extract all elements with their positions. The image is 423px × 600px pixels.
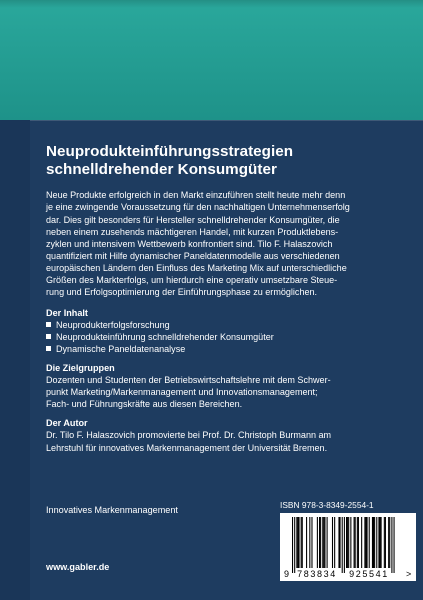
barcode-bar [294, 517, 295, 573]
list-item-label: Dynamische Paneldatenanalyse [56, 343, 186, 354]
square-bullet-icon [46, 346, 51, 351]
section-inhalt [46, 307, 411, 355]
paragraph-line: Dr. Tilo F. Halaszovich promovierte bei Prof. Dr. Christoph Burmann am [46, 430, 332, 441]
square-bullet-icon [46, 322, 51, 327]
paragraph-line: Lehrstuhl für innovatives Markenmanagement der Universität Bremen. [46, 442, 328, 453]
section-paragraph [46, 374, 411, 410]
isbn-number: ISBN 978-3-8349-2554-1 [280, 500, 374, 510]
barcode-label [280, 513, 416, 581]
paragraph-line: Fach- und Führungskräfte aus diesen Bereichen. [46, 399, 243, 410]
section-heading: Der Autor [46, 418, 88, 429]
barcode-lead-digit: 9 [284, 569, 290, 579]
barcode-image [280, 513, 416, 581]
barcode-bar [342, 517, 343, 573]
paragraph-line: Dozenten und Studenten der Betriebswirtschaftslehre mit dem Schwer- [46, 374, 331, 385]
paragraph-line: punkt Marketing/Markenmanagement und Innovationsmanagement; [46, 387, 318, 398]
intro-line: zyklen und intensivem Wettbewerb konfrontiert sind. Tilo F. Halaszovich [46, 238, 333, 249]
barcode-quiet-zone-mark: > [406, 569, 412, 579]
list-item-label: Neuprodukteinführung schnelldrehender Konsumgüter [56, 331, 274, 342]
barcode-block [280, 500, 416, 580]
intro-line: Neue Produkte erfolgreich in den Markt einzuführen stellt heute mehr denn [46, 190, 346, 201]
barcode-bar [350, 517, 351, 568]
barcode-bar [374, 517, 375, 568]
barcode-bar [358, 517, 359, 568]
square-bullet-icon [46, 334, 51, 339]
section-paragraph [46, 429, 411, 453]
barcode-bar [373, 517, 374, 568]
barcode-bar [344, 517, 345, 573]
list-item-label: Neuprodukterfolgsforschung [56, 319, 170, 330]
back-cover-text [46, 143, 411, 454]
barcode-bar [296, 517, 297, 568]
barcode-bar [320, 517, 321, 568]
barcode-bar [298, 517, 299, 568]
intro-line: dar. Dies gilt besonders für Hersteller schnelldrehender Konsumgüter, die [46, 214, 340, 225]
barcode-bar [292, 517, 293, 573]
barcode-bar [297, 517, 298, 568]
barcode-bar [334, 517, 335, 568]
barcode-bar [340, 517, 341, 568]
barcode-bar [306, 517, 307, 568]
intro-line: quantifiziert mit Hilfe dynamischer Paneldatenmodelle aus verschiedenen [46, 250, 340, 261]
barcode-bar [327, 517, 328, 568]
barcode-bar [317, 517, 318, 568]
list-item [46, 331, 411, 343]
barcode-bar [311, 517, 312, 568]
barcode-bar [369, 517, 370, 568]
intro-paragraph [46, 189, 411, 298]
barcode-bar [385, 517, 386, 568]
barcode-bar [376, 517, 377, 568]
barcode-bar [389, 517, 390, 568]
publisher-website: www.gabler.de [46, 562, 110, 572]
barcode-bar [323, 517, 324, 568]
list-item [46, 319, 411, 331]
barcode-bar [381, 517, 382, 568]
barcode-bar [338, 517, 339, 568]
barcode-bar [322, 517, 323, 568]
barcode-left-digits: 783834 [297, 569, 337, 579]
barcode-bar [346, 517, 347, 568]
barcode-bar [332, 517, 333, 568]
barcode-bar [367, 517, 368, 568]
barcode-bar [309, 517, 310, 568]
barcode-bar [379, 517, 380, 568]
barcode-bar [364, 517, 365, 568]
intro-line: rung und Erfolgsoptimierung der Einführungsphase zu ermöglichen. [46, 287, 318, 298]
top-band-shadow [0, 0, 423, 8]
barcode-bar [394, 517, 395, 573]
intro-line: neben einem zusehends mächtigeren Handel, mit kurzen Produktlebens- [46, 226, 339, 237]
barcode-bar [324, 517, 325, 568]
left-stripe [0, 120, 30, 600]
barcode-bar [302, 517, 303, 568]
barcode-bar [301, 517, 302, 568]
barcode-bar [354, 517, 355, 568]
barcode-bar [319, 517, 320, 568]
barcode-bar [391, 517, 392, 573]
barcode-bar [384, 517, 385, 568]
top-color-band [0, 0, 423, 120]
band-divider [30, 120, 423, 121]
section-heading: Der Inhalt [46, 307, 88, 318]
section-heading: Die Zielgruppen [46, 362, 115, 373]
intro-line: Größen des Markterfolgs, um hierdurch eine operativ umsetzbare Steue- [46, 275, 338, 286]
intro-line: europäischen Ländern den Einfluss des Marketing Mix auf unterschiedliche [46, 263, 347, 274]
list-item [46, 343, 411, 355]
barcode-bar [357, 517, 358, 568]
barcode-bar [388, 517, 389, 568]
title-line: schnelldrehender Konsumgüter [46, 160, 277, 178]
intro-line: je eine zwingende Voraussetzung für den nachhaltigen Unternehmenserfolg [46, 202, 350, 213]
title-line: Neuprodukteinführungsstrategien [46, 143, 294, 160]
barcode-bar [365, 517, 366, 568]
book-title [46, 143, 411, 178]
section-zielgruppen [46, 362, 411, 410]
content-list [46, 319, 411, 355]
barcode-bar [361, 517, 362, 568]
barcode-bar [355, 517, 356, 568]
section-autor [46, 417, 411, 453]
barcode-bar [348, 517, 349, 568]
series-name: Innovatives Markenmanagement [46, 505, 178, 515]
barcode-right-digits: 925541 [349, 569, 389, 579]
barcode-bar [372, 517, 373, 568]
barcode-bar [347, 517, 348, 568]
barcode-bar [378, 517, 379, 568]
